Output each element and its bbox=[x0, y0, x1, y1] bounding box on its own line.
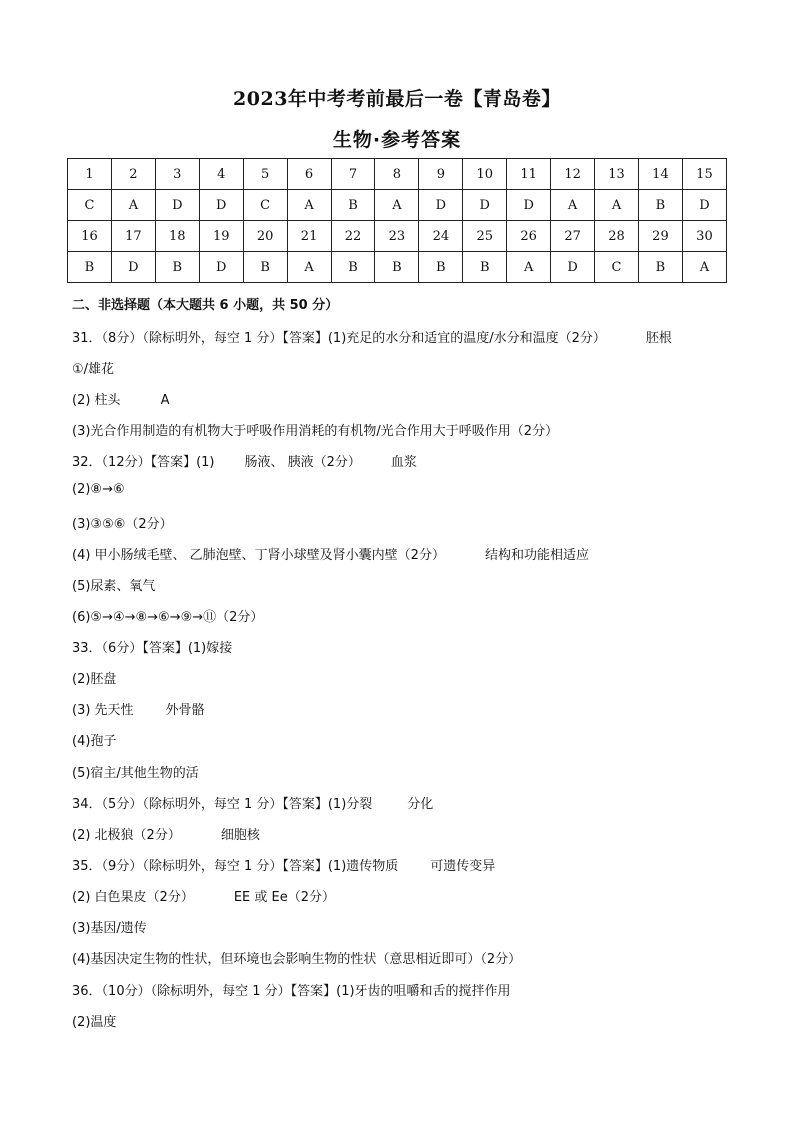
table-cell: 10 bbox=[463, 159, 507, 190]
multiple-choice-answer-table bbox=[67, 158, 727, 283]
answer-line bbox=[72, 855, 495, 874]
answer-line bbox=[72, 793, 433, 812]
answer-line bbox=[72, 637, 232, 656]
table-cell: A bbox=[111, 190, 155, 221]
table-cell: A bbox=[375, 190, 419, 221]
table-cell: D bbox=[155, 190, 199, 221]
answer-segment: (4)基因决定生物的性状，但环境也会影响生物的性状（意思相近即可）（2分） bbox=[72, 952, 522, 967]
table-cell: D bbox=[682, 190, 726, 221]
table-cell: 6 bbox=[287, 159, 331, 190]
table-cell: 14 bbox=[638, 159, 682, 190]
table-cell: B bbox=[638, 190, 682, 221]
table-cell: 25 bbox=[463, 221, 507, 252]
answer-segment: 肠液、 胰液（2分） bbox=[244, 455, 361, 470]
table-cell: 17 bbox=[111, 221, 155, 252]
table-cell: 27 bbox=[551, 221, 595, 252]
answer-segment: 32．（12分）【答案】(1) bbox=[72, 455, 215, 470]
answer-segment: (2)胚盘 bbox=[72, 672, 117, 687]
answer-segment: 分化 bbox=[407, 797, 434, 812]
answer-segment: 33．（6分）【答案】(1)嫁接 bbox=[72, 641, 233, 656]
answer-line bbox=[72, 948, 521, 967]
answer-segment: (6)⑤→④→⑧→⑥→⑨→⑪（2分） bbox=[72, 610, 264, 625]
answer-segment: (2) 北极狼（2分） bbox=[72, 828, 181, 843]
answer-line bbox=[72, 980, 511, 999]
answer-segment: 34．（5分）（除标明外，每空 1 分）【答案】(1)分裂 bbox=[72, 797, 373, 812]
table-cell: 3 bbox=[155, 159, 199, 190]
table-cell: A bbox=[507, 252, 551, 283]
answer-line bbox=[72, 824, 260, 843]
answer-segment: EE 或 Ee（2分） bbox=[233, 890, 336, 905]
table-cell: 7 bbox=[331, 159, 375, 190]
table-cell: B bbox=[68, 252, 112, 283]
table-cell: 19 bbox=[199, 221, 243, 252]
page-title: 2023年中考考前最后一卷【青岛卷】 bbox=[233, 88, 561, 110]
table-cell: A bbox=[551, 190, 595, 221]
answer-line bbox=[72, 482, 125, 497]
table-cell: 30 bbox=[682, 221, 726, 252]
answer-segment: (2)温度 bbox=[72, 1015, 117, 1030]
answer-segment: ①/雄花 bbox=[72, 362, 115, 377]
table-cell: 4 bbox=[199, 159, 243, 190]
answer-line bbox=[72, 606, 263, 625]
answer-segment: 结构和功能相适应 bbox=[484, 548, 589, 563]
answer-segment: 胚根 bbox=[645, 331, 672, 346]
table-cell: B bbox=[331, 252, 375, 283]
table-cell: 20 bbox=[243, 221, 287, 252]
table-cell: D bbox=[507, 190, 551, 221]
table-cell: 2 bbox=[111, 159, 155, 190]
table-cell: D bbox=[463, 190, 507, 221]
question-number-row bbox=[68, 221, 727, 252]
answer-segment: (5)尿素、氧气 bbox=[72, 579, 156, 594]
table-cell: B bbox=[155, 252, 199, 283]
answer-segment: A bbox=[160, 393, 170, 408]
table-cell: 21 bbox=[287, 221, 331, 252]
table-cell: D bbox=[199, 190, 243, 221]
table-cell: B bbox=[243, 252, 287, 283]
answer-line bbox=[72, 762, 199, 781]
table-cell: A bbox=[287, 252, 331, 283]
question-number-row bbox=[68, 159, 727, 190]
table-cell: 23 bbox=[375, 221, 419, 252]
table-cell: 8 bbox=[375, 159, 419, 190]
table-cell: A bbox=[595, 190, 639, 221]
answer-line bbox=[72, 544, 589, 563]
answer-segment: (3)③⑤⑥（2分） bbox=[72, 517, 173, 532]
table-cell: A bbox=[682, 252, 726, 283]
answer-line bbox=[72, 575, 155, 594]
table-cell: D bbox=[199, 252, 243, 283]
answer-line bbox=[72, 358, 114, 377]
table-cell: 5 bbox=[243, 159, 287, 190]
answer-segment: 可遗传变异 bbox=[430, 859, 496, 874]
table-cell: 15 bbox=[682, 159, 726, 190]
answer-segment: (4)孢子 bbox=[72, 734, 117, 749]
answer-line bbox=[72, 451, 417, 470]
answer-segment: (2)⑧→⑥ bbox=[72, 482, 125, 497]
page-subtitle: 生物·参考答案 bbox=[332, 129, 462, 151]
answer-segment: 细胞核 bbox=[220, 828, 260, 843]
table-cell: D bbox=[551, 252, 595, 283]
answer-line bbox=[72, 917, 147, 936]
table-cell: 9 bbox=[419, 159, 463, 190]
answer-segment: (3) 先天性 bbox=[72, 703, 134, 718]
answer-line bbox=[72, 730, 116, 749]
section-heading: 二、非选择题（本大题共 6 小题，共 50 分） bbox=[72, 298, 339, 313]
answer-line bbox=[72, 1011, 116, 1030]
answer-line bbox=[72, 420, 558, 439]
table-cell: B bbox=[419, 252, 463, 283]
table-cell: 24 bbox=[419, 221, 463, 252]
table-cell: C bbox=[595, 252, 639, 283]
table-cell: C bbox=[68, 190, 112, 221]
table-cell: 29 bbox=[638, 221, 682, 252]
answer-line bbox=[72, 886, 335, 905]
table-cell: 1 bbox=[68, 159, 112, 190]
answer-line bbox=[72, 668, 116, 687]
answer-segment: 35．（9分）（除标明外，每空 1 分）【答案】(1)遗传物质 bbox=[72, 859, 399, 874]
answer-segment: 36．（10分）（除标明外，每空 1 分）【答案】(1)牙齿的咀嚼和舌的搅拌作用 bbox=[72, 984, 511, 999]
answer-segment: (5)宿主/其他生物的活 bbox=[72, 766, 199, 781]
answer-line bbox=[72, 327, 672, 346]
table-cell: 13 bbox=[595, 159, 639, 190]
table-cell: 16 bbox=[68, 221, 112, 252]
answer-line bbox=[72, 699, 205, 718]
table-cell: A bbox=[287, 190, 331, 221]
table-cell: 12 bbox=[551, 159, 595, 190]
answer-segment: (2) 柱头 bbox=[72, 393, 121, 408]
answer-line bbox=[72, 389, 169, 408]
table-cell: 28 bbox=[595, 221, 639, 252]
answer-segment: 血浆 bbox=[390, 455, 417, 470]
answer-letter-row bbox=[68, 252, 727, 283]
answer-segment: (3)基因/遗传 bbox=[72, 921, 147, 936]
table-cell: 22 bbox=[331, 221, 375, 252]
answer-line bbox=[72, 513, 173, 532]
table-cell: 26 bbox=[507, 221, 551, 252]
table-cell: 18 bbox=[155, 221, 199, 252]
table-cell: B bbox=[463, 252, 507, 283]
answer-segment: (2) 白色果皮（2分） bbox=[72, 890, 194, 905]
table-cell: B bbox=[331, 190, 375, 221]
table-cell: 11 bbox=[507, 159, 551, 190]
answer-letter-row bbox=[68, 190, 727, 221]
table-cell: D bbox=[111, 252, 155, 283]
table-cell: B bbox=[638, 252, 682, 283]
answer-segment: (3)光合作用制造的有机物大于呼吸作用消耗的有机物/光合作用大于呼吸作用（2分） bbox=[72, 424, 559, 439]
answer-segment: (4) 甲小肠绒毛壁、 乙肺泡壁、丁肾小球壁及肾小囊内壁（2分） bbox=[72, 548, 445, 563]
answer-segment: 31．（8分）（除标明外，每空 1 分）【答案】(1)充足的水分和适宜的温度/水分和温度（2分） bbox=[72, 331, 606, 346]
table-cell: B bbox=[375, 252, 419, 283]
answer-segment: 外骨骼 bbox=[165, 703, 205, 718]
table-cell: D bbox=[419, 190, 463, 221]
table-cell: C bbox=[243, 190, 287, 221]
